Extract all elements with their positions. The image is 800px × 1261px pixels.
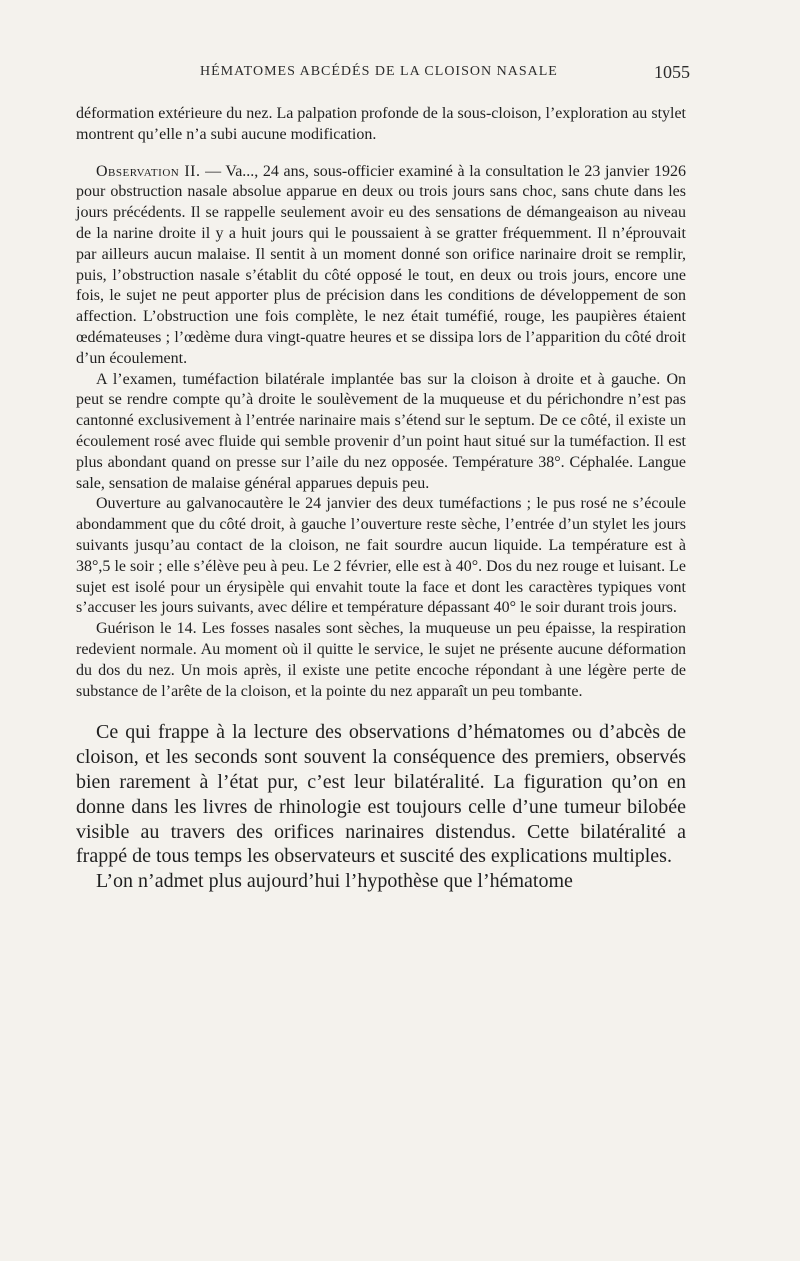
observation-text: — Va..., 24 ans, sous-officier examiné à la consultation le 23 janvier 1926 pour obstruction nasale absolue apparue en deux ou trois jours sans choc, sans chute dans les jours précédents. Il se rappelle seulement avoir eu des sensations de démangeaison au niveau de la narine droite il y a huit jours qui le poussaient à se gratter fréquemment. Il n’éprouvait par ailleurs aucun malaise. Il sentit à un moment donné son orifice narinaire droit se remplir, puis, l’obstruction nasale s’établit du côté opposé le tout, en deux ou trois jours, encore une fois, le sujet ne peut apporter plus de précision dans les conditions de développement de son affection. L’obstruction une fois complète, le nez était tuméfié, rouge, les paupières étaient œdémateuses ; l’œdème dura vingt-quatre heures et se dissipa lors de l’apparition du côté droit d’un écoulement. <box>76 162 686 367</box>
discussion-paragraph: Ce qui frappe à la lecture des observations d’hématomes ou d’abcès de cloison, et les seconds sont souvent la conséquence des premiers, observés bien rarement à l’état pur, c’est leur bilatéralité. La figuration qu’on en donne dans les livres de rhinologie est toujours celle d’une tumeur bilobée visible au travers des orifices narinaires distendus. Cette bilatéralité a frappé de tous temps les observateurs et suscité des explications multiples. <box>76 721 686 868</box>
running-title: HÉMATOMES ABCÉDÉS DE LA CLOISON NASALE <box>200 64 558 79</box>
closing-line: L’on n’admet plus aujourd’hui l’hypothèse que l’hématome <box>96 870 573 893</box>
page-header <box>76 62 690 84</box>
page-number: 1055 <box>654 62 690 82</box>
section-gap <box>76 702 686 720</box>
page-content <box>76 104 686 894</box>
recovery-paragraph: Guérison le 14. Les fosses nasales sont sèches, la muqueuse un peu épaisse, la respiration redevient normale. Au moment où il quitte le service, le sujet ne présente aucune déformation du dos du nez. Un mois après, il existe une petite encoche répondant à une légère perte de substance de l’arête de la cloison, et la pointe du nez apparaît un peu tombante. <box>76 620 686 700</box>
paragraph-gap <box>76 146 686 162</box>
observation-label: Observation II. <box>96 162 201 180</box>
observation-paragraph <box>76 162 686 370</box>
exam-paragraph: A l’examen, tuméfaction bilatérale implantée bas sur la cloison à droite et à gauche. On peut se rendre compte qu’à droite le soulèvement de la muqueuse et du périchondre n’est pas cantonné exclusivement à l’entrée narinaire mais s’étend sur le septum. De ce côté, il existe un écoulement rosé avec fluide qui semble provenir d’un point haut situé sur la tuméfaction. Il est plus abondant quand on presse sur l’aile du nez opposée. Température 38°. Céphalée. Langue sale, sensation de malaise général apparues depuis peu. <box>76 370 686 492</box>
opening-paragraph: Ouverture au galvanocautère le 24 janvier des deux tuméfactions ; le pus rosé ne s’écoule abondamment que du côté droit, à gauche l’ouverture reste sèche, l’entrée d’un stylet les jours suivants jusqu’au contact de la cloison, ne fait sourdre aucun liquide. La température est à 38°,5 le soir ; elle s’élève peu à peu. Le 2 février, elle est à 40°. Dos du nez rouge et luisant. Le sujet est isolé pour un érysipèle qui envahit toute la face et dont les caractères typiques vont s’accuser les jours suivants, avec délire et température dépassant 40° le soir durant trois jours. <box>76 495 686 617</box>
paragraph-continuation: déformation extérieure du nez. La palpation profonde de la sous-cloison, l’exploration au stylet montrent qu’elle n’a subi aucune modification. <box>76 105 686 143</box>
